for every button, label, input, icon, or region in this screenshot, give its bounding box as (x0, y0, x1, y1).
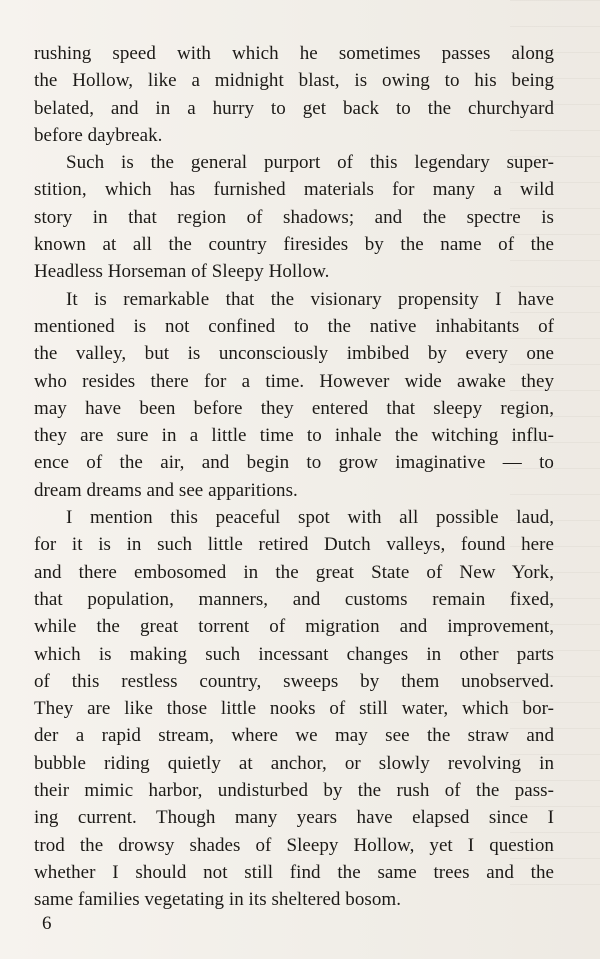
text-line: rushing speed with which he sometimes passes along (34, 43, 554, 64)
text-line: and there embosomed in the great State of New York, (34, 561, 554, 583)
text-line: story in that region of shadows; and the spectre is (34, 206, 554, 228)
text-line: mentioned is not confined to the native inhabitants of (34, 315, 554, 337)
paragraph (34, 40, 554, 149)
page-number: 6 (42, 913, 52, 934)
text-line: same families vegetating in its sheltered bosom. (34, 889, 402, 911)
text-line: dream dreams and see apparitions. (34, 479, 298, 501)
text-line: Such is the general purport of this legendary super- (66, 152, 554, 174)
paragraph (34, 286, 554, 504)
text-line: belated, and in a hurry to get back to the churchyard (34, 97, 554, 119)
text-line: They are like those little nooks of still water, which bor- (34, 698, 554, 720)
body-text (34, 40, 554, 914)
text-line: stition, which has furnished materials for many a wild (34, 179, 554, 201)
text-line: while the great torrent of migration and improvement, (34, 616, 554, 638)
text-line: der a rapid stream, where we may see the straw and (34, 725, 554, 747)
text-line: It is remarkable that the visionary propensity I have (66, 288, 554, 310)
text-line: ing current. Though many years have elapsed since I (34, 807, 554, 829)
paragraph (34, 504, 554, 913)
text-line: which is making such incessant changes in other parts (34, 643, 554, 665)
text-line: whether I should not still find the same trees and the (34, 861, 554, 883)
text-line: for it is in such little retired Dutch valleys, found here (34, 534, 554, 556)
text-line: that population, manners, and customs remain fixed, (34, 588, 554, 610)
text-line: ence of the air, and begin to grow imaginative — to (34, 452, 554, 474)
text-line: I mention this peaceful spot with all possible laud, (66, 507, 554, 529)
text-line: who resides there for a time. However wide awake they (34, 370, 554, 392)
text-line: known at all the country firesides by the name of the (34, 234, 554, 256)
text-line: of this restless country, sweeps by them unobserved. (34, 670, 554, 692)
text-line: trod the drowsy shades of Sleepy Hollow, yet I question (34, 834, 554, 856)
text-line: before daybreak. (34, 124, 163, 146)
text-line: the Hollow, like a midnight blast, is owing to his being (34, 70, 554, 92)
text-line: may have been before they entered that sleepy region, (34, 397, 554, 419)
text-line: they are sure in a little time to inhale the witching influ- (34, 425, 554, 447)
paragraph (34, 149, 554, 285)
text-line: Headless Horseman of Sleepy Hollow. (34, 261, 330, 283)
text-line: their mimic harbor, undisturbed by the rush of the pass- (34, 780, 554, 802)
text-line: bubble riding quietly at anchor, or slowly revolving in (34, 752, 554, 774)
text-line: the valley, but is unconsciously imbibed by every one (34, 343, 554, 365)
